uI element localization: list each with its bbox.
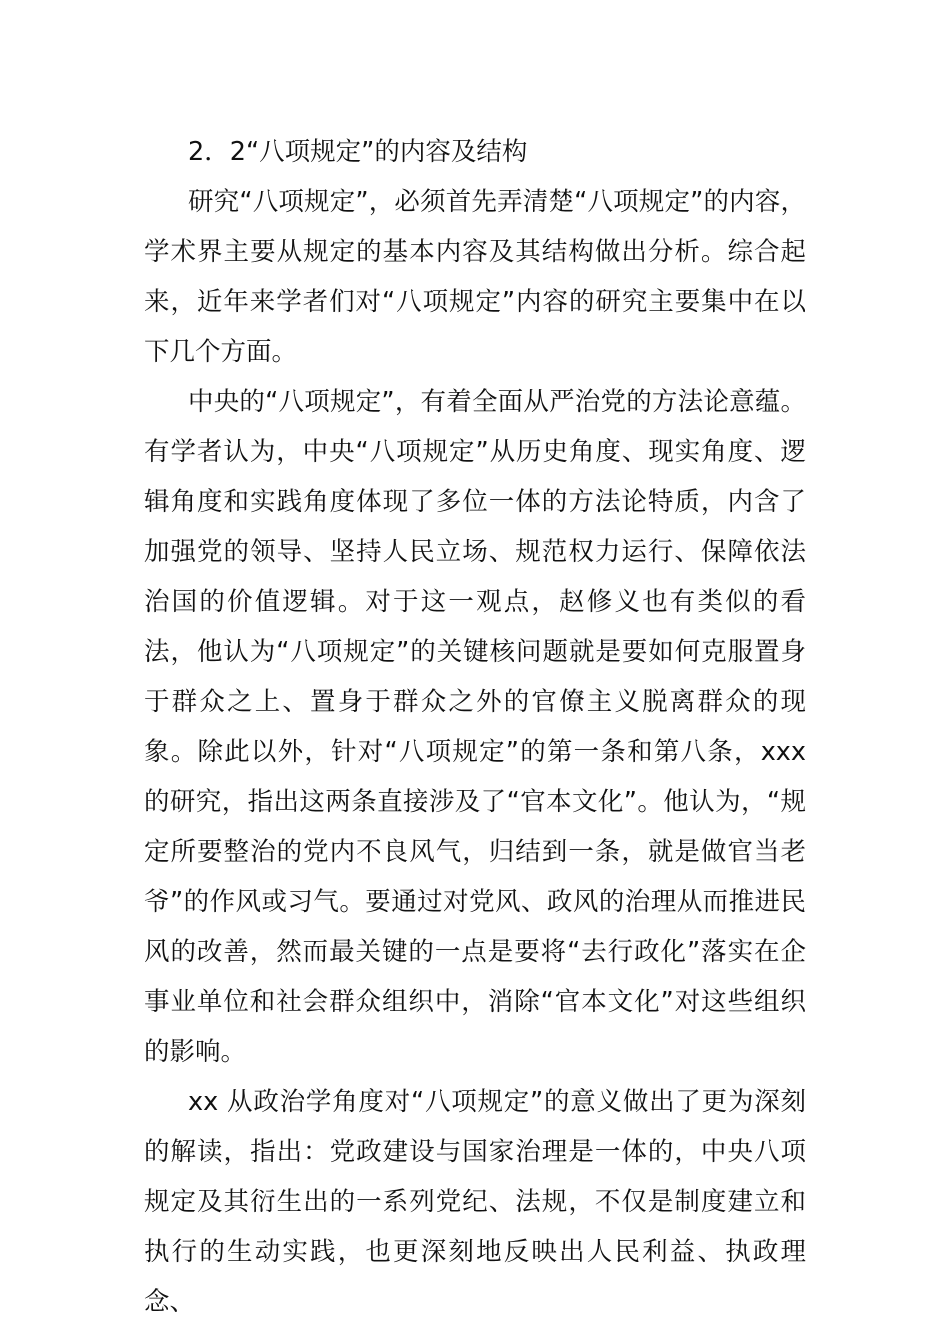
paragraph-intro: 研究“八项规定”，必须首先弄清楚“八项规定”的内容，学术界主要从规定的基本内容及其结构做出分析。综合起来，近年来学者们对“八项规定”内容的研究主要集中在以下几个方面。 — [144, 187, 806, 367]
paragraph-methodology: 中央的“八项规定”，有着全面从严治党的方法论意蕴。有学者认为，中央“八项规定”从历史角度、现实角度、逻辑角度和实践角度体现了多位一体的方法论特质，内含了加强党的领导、坚持人民立场、规范权力运行、保障依法治国的价值逻辑。对于这一观点，赵修义也有类似的看法，他认为“八项规定”的关键核问题就是要如何克服置身于群众之上、置身于群众之外的官僚主义脱离群众的现象。除此以外，针对“八项规定”的第一条和第八条，xxx 的研究，指出这两条直接涉及了“官本文化”。他认为，“规定所要整治的党内不良风气，归结到一条，就是做官当老爷”的作风或习气。要通过对党风、政风的治理从而推进民风的改善，然而最关键的一点是要将“去行政化”落实在企事业单位和社会群众组织中，消除“官本文化”对这些组织的影响。 — [144, 387, 806, 1067]
paragraph-political-science: xx 从政治学角度对“八项规定”的意义做出了更为深刻的解读，指出：党政建设与国家治理是一体的，中央八项规定及其衍生出的一系列党纪、法规，不仅是制度建立和执行的生动实践，也更深刻地反映出人民利益、执政理念、 — [144, 1087, 806, 1317]
section-heading: 2．2“八项规定”的内容及结构 — [188, 137, 528, 167]
document-body — [144, 127, 806, 1327]
